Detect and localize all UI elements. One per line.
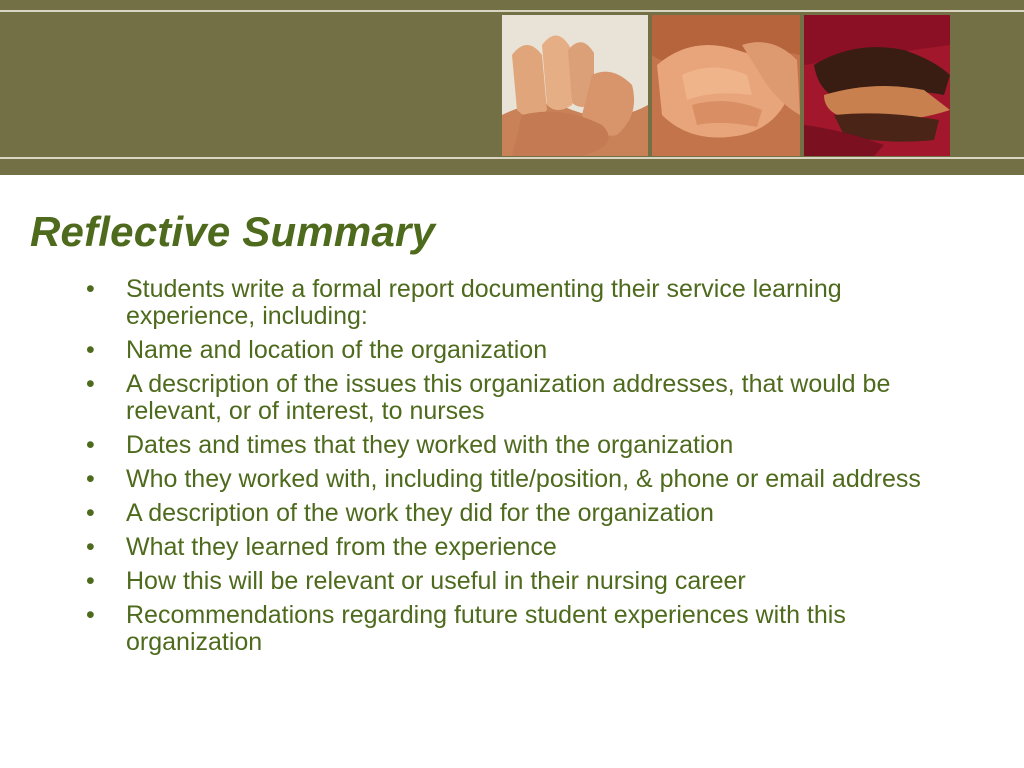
list-item xyxy=(80,276,940,330)
bullet-marker: • xyxy=(86,275,95,303)
slide-title: Reflective Summary xyxy=(30,208,436,255)
bullet-marker: • xyxy=(86,336,95,364)
list-item xyxy=(80,568,940,595)
list-item-text: Who they worked with, including title/position, & phone or email address xyxy=(126,465,921,493)
elderly-hands-clasped-photo xyxy=(652,15,800,156)
list-item-text: Name and location of the organization xyxy=(126,336,548,364)
bullet-marker: • xyxy=(86,533,95,561)
bullet-marker: • xyxy=(86,567,95,595)
header-banner xyxy=(0,0,1024,175)
bullet-list xyxy=(80,276,940,663)
list-item xyxy=(80,432,940,459)
list-item-text: A description of the issues this organization addresses, that would be relevant, or of interest, to nurses xyxy=(126,370,891,425)
bullet-marker: • xyxy=(86,499,95,527)
list-item xyxy=(80,337,940,364)
list-item-text: What they learned from the experience xyxy=(126,533,557,561)
stacked-hands-photo xyxy=(804,15,950,156)
list-item xyxy=(80,602,940,656)
list-item-text: A description of the work they did for the organization xyxy=(126,499,714,527)
banner-bottom-rule xyxy=(0,157,1024,159)
list-item-text: How this will be relevant or useful in their nursing career xyxy=(126,567,746,595)
list-item xyxy=(80,500,940,527)
list-item-text: Students write a formal report documenting their service learning experience, including: xyxy=(126,275,842,330)
list-item-text: Recommendations regarding future student experiences with this organization xyxy=(126,601,846,656)
list-item xyxy=(80,534,940,561)
list-item-text: Dates and times that they worked with the organization xyxy=(126,431,734,459)
banner-top-rule xyxy=(0,10,1024,12)
bullet-marker: • xyxy=(86,465,95,493)
baby-hand-holding-finger-photo xyxy=(502,15,648,156)
list-item xyxy=(80,371,940,425)
bullet-marker: • xyxy=(86,601,95,629)
bullet-marker: • xyxy=(86,370,95,398)
list-item xyxy=(80,466,940,493)
bullet-marker: • xyxy=(86,431,95,459)
